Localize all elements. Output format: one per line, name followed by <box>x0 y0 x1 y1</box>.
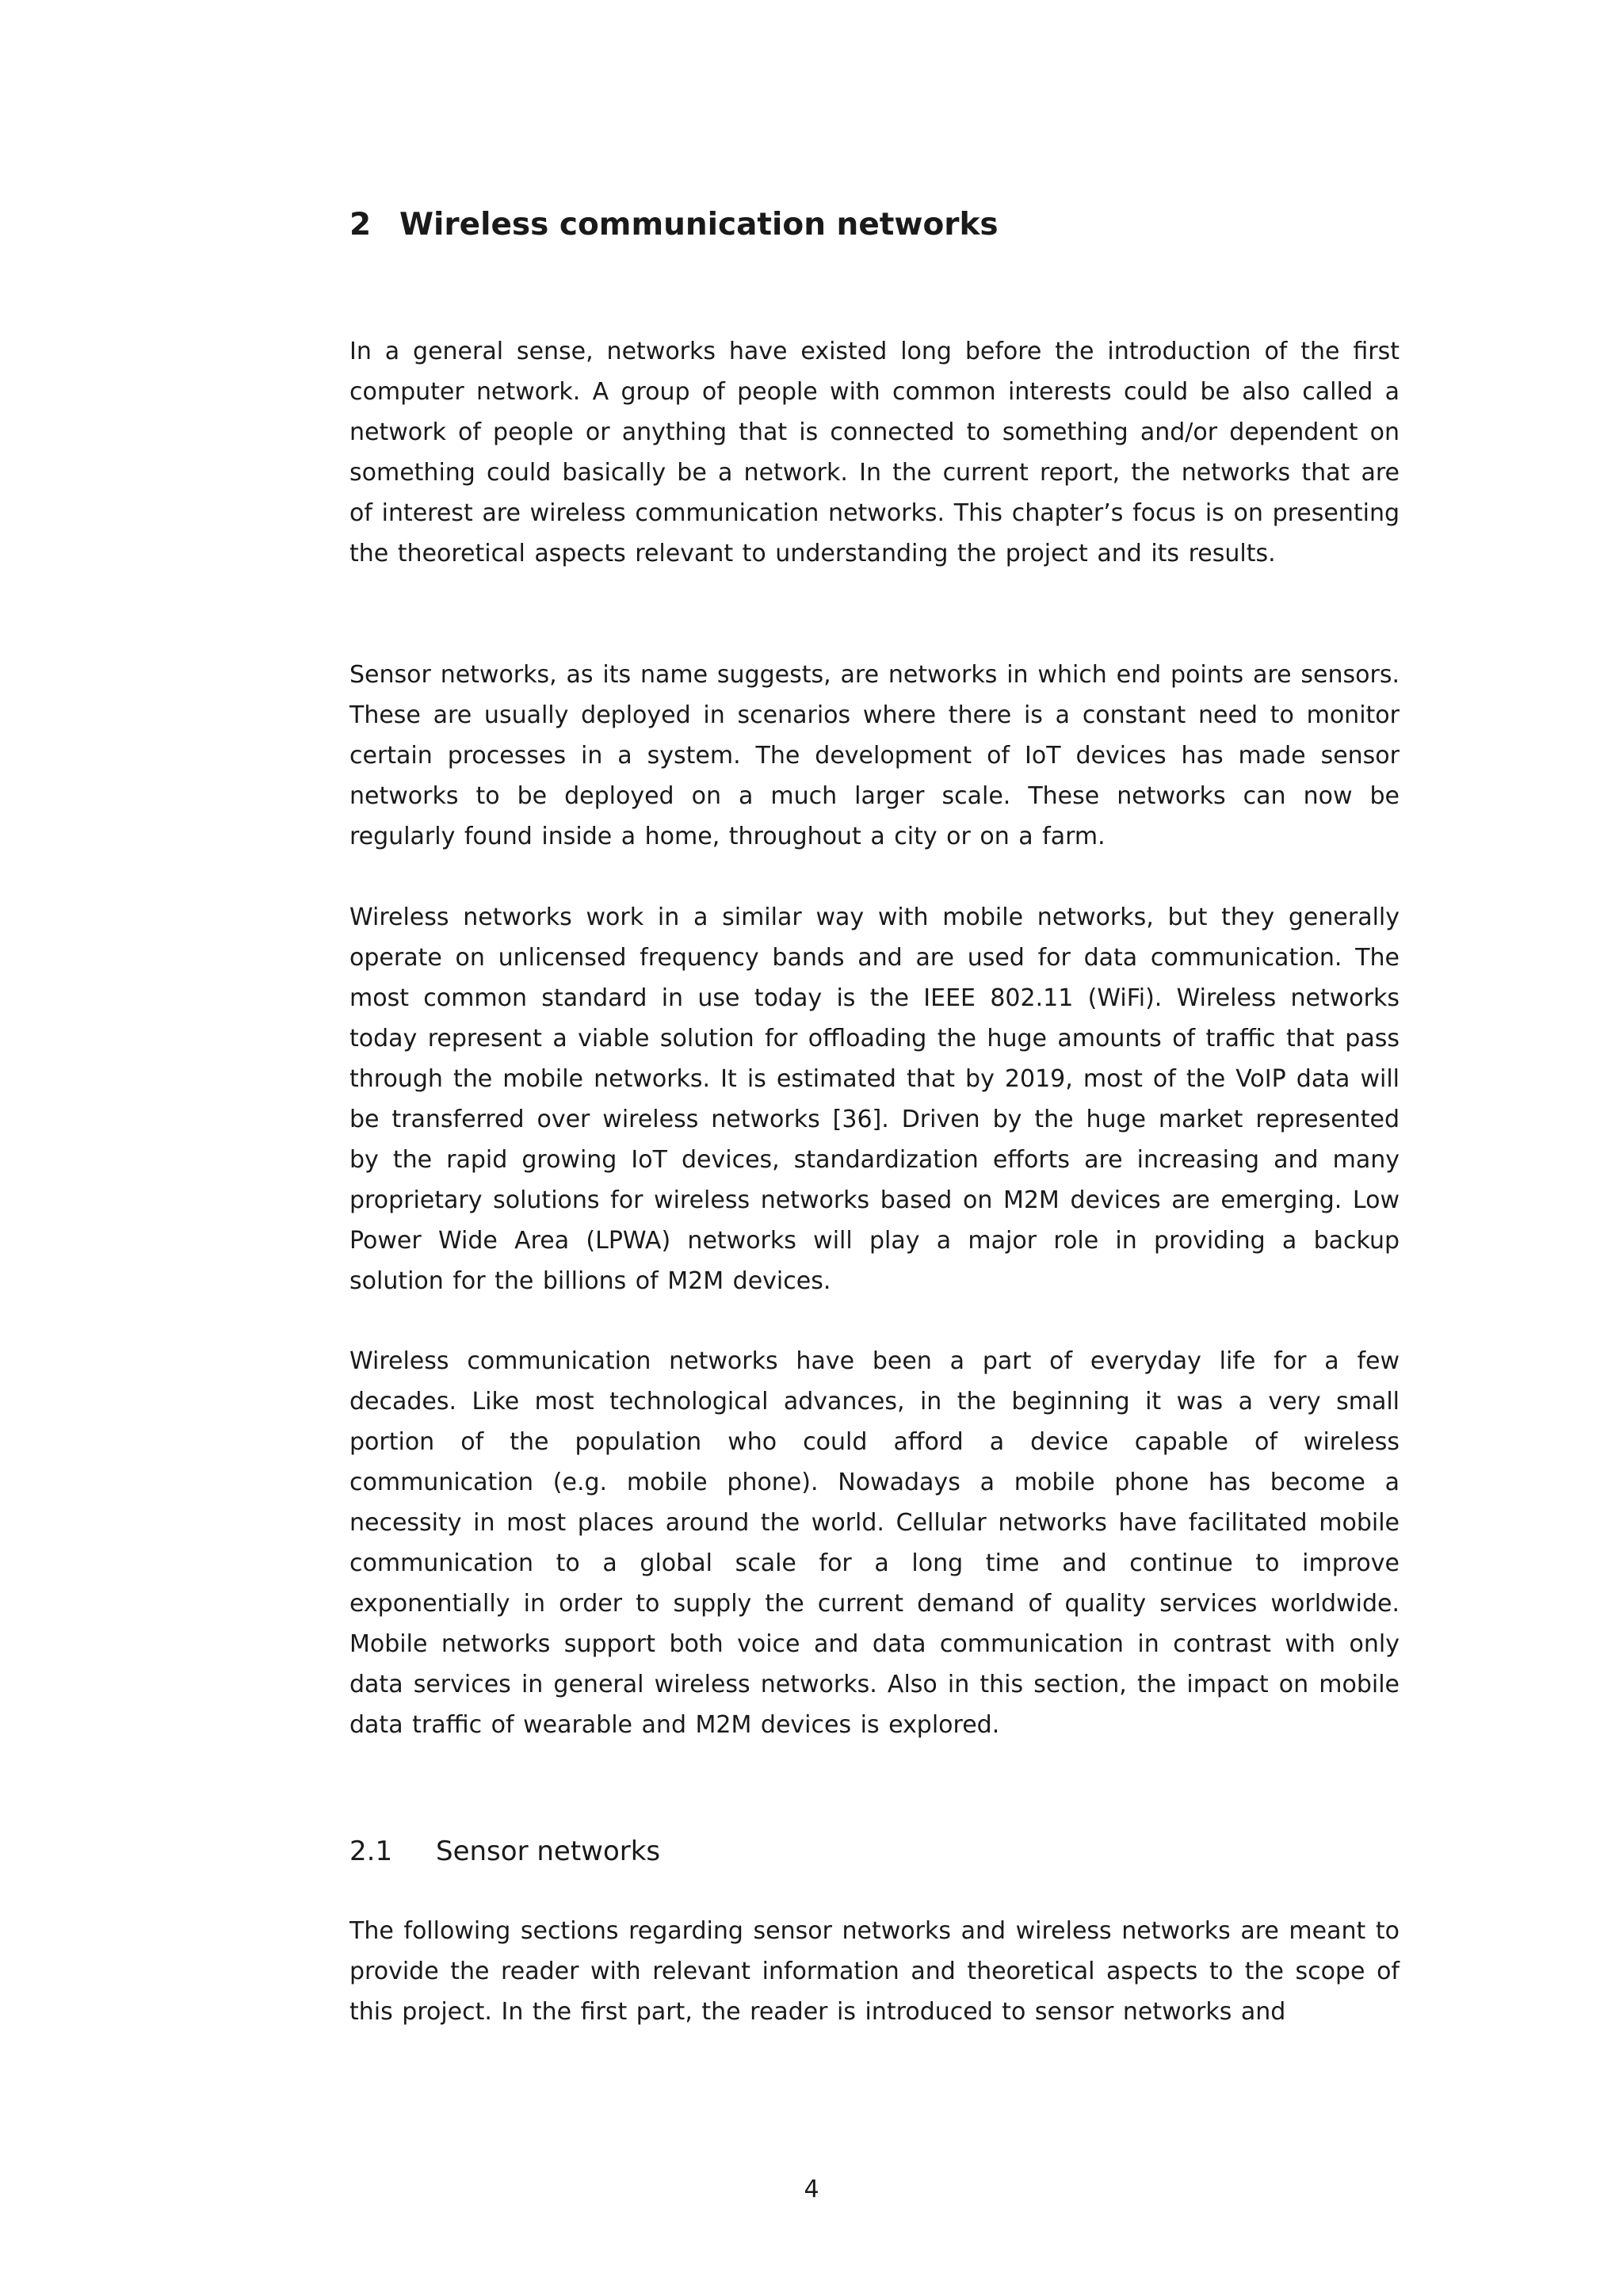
chapter-number: 2 <box>349 207 372 243</box>
section-paragraph: The following sections regarding sensor networks and wireless networks are meant to provide the reader with relevant information and theoretical aspects to the scope of this project. In the first part, the reader is introduced to sensor networks and <box>349 1917 1400 2026</box>
page-number: 4 <box>804 2176 819 2203</box>
chapter-heading <box>349 201 1459 249</box>
chapter-title: Wireless communication networks <box>399 207 999 243</box>
body-paragraph: In a general sense, networks have existed long before the introduction of the first computer network. A group of people with common interests could be also called a network of people or anything that is connected to something and/or dependent on something could basically be a network. In the current report, the networks that are of interest are wireless communication networks. This chapter’s focus is on presenting the theoretical aspects relevant to understanding the project and its results. <box>349 338 1400 567</box>
section-heading <box>349 1832 660 1871</box>
body-paragraph: Wireless networks work in a similar way with mobile networks, but they generally operate on unlicensed frequency bands and are used for data communication. The most common standard in use today is the IEEE 802.11 (WiFi). Wireless networks today represent a viable solution for offloading the huge amounts of traffic that pass through the mobile networks. It is estimated that by 2019, most of the VoIP data will be transferred over wireless networks [36]. Driven by the huge market represented by the rapid growing IoT devices, standardization efforts are increasing and many proprietary solutions for wireless networks based on M2M devices are emerging. Low Power Wide Area (LPWA) networks will play a major role in providing a backup solution for the billions of M2M devices. <box>349 904 1400 1295</box>
section-title: Sensor networks <box>436 1836 661 1867</box>
body-paragraph: Wireless communication networks have been a part of everyday life for a few decades. Like most technological advances, in the beginning it was a very small portion of the population who could afford a device capable of wireless communication (e.g. mobile phone). Nowadays a mobile phone has become a necessity in most places around the world. Cellular networks have facilitated mobile communication to a global scale for a long time and continue to improve exponentially in order to supply the current demand of quality services worldwide. Mobile networks support both voice and data communication in contrast with only data services in general wireless networks. Also in this section, the impact on mobile data traffic of wearable and M2M devices is explored. <box>349 1347 1400 1739</box>
body-paragraph: Sensor networks, as its name suggests, are networks in which end points are sensors. These are usually deployed in scenarios where there is a constant need to monitor certain processes in a system. The development of IoT devices has made sensor networks to be deployed on a much larger scale. These networks can now be regularly found inside a home, throughout a city or on a farm. <box>349 661 1400 850</box>
section-number: 2.1 <box>349 1836 393 1867</box>
